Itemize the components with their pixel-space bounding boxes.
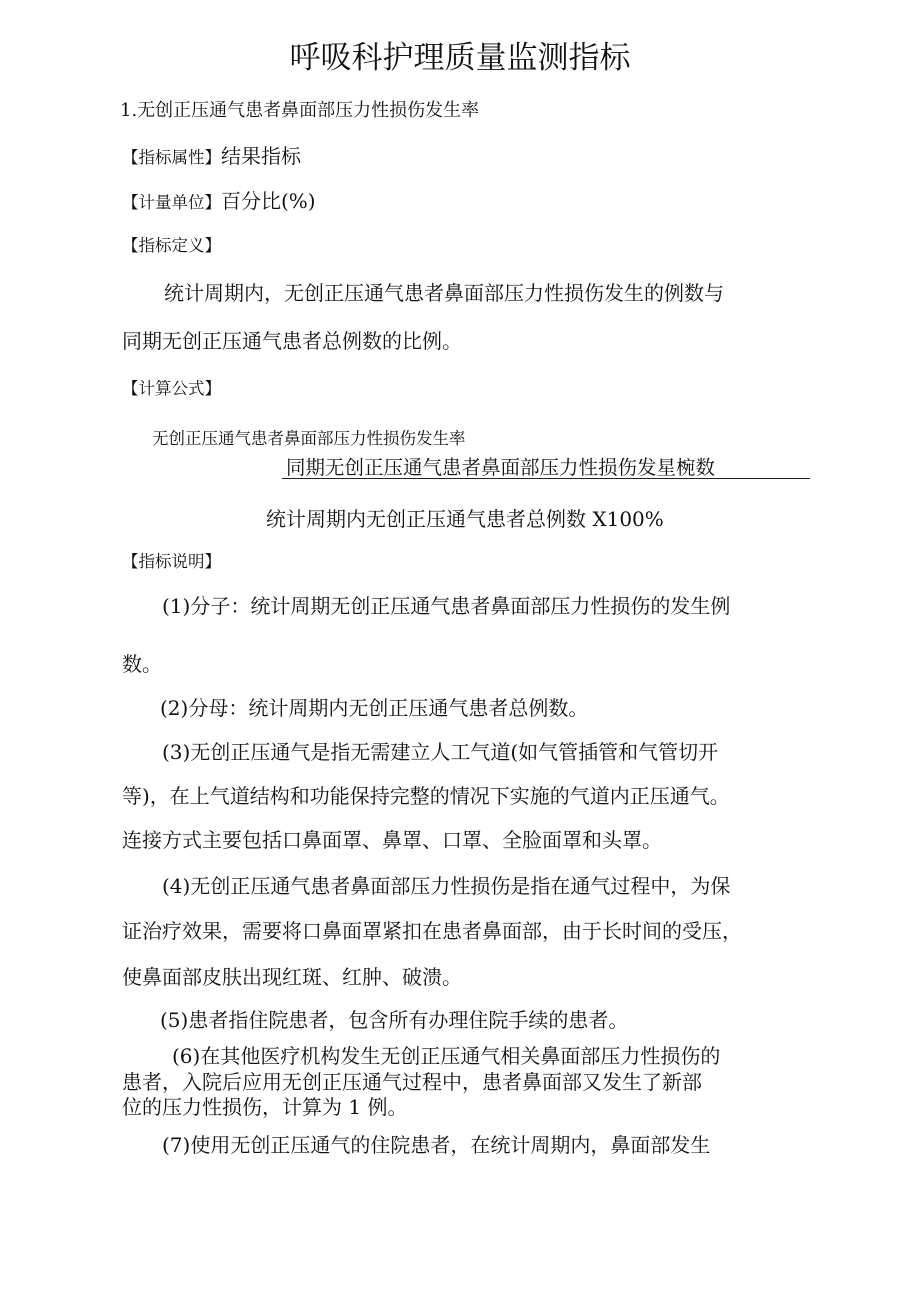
unit-value: 百分比(%) (221, 189, 316, 213)
note-1-line-1: (1)分子：统计周期无创正压通气患者鼻面部压力性损伤的发生例 (162, 594, 731, 618)
note-7-line-1: (7)使用无创正压通气的住院患者，在统计周期内，鼻面部发生 (162, 1133, 711, 1157)
note-4-line-2: 证治疗效果，需要将口鼻面罩紧扣在患者鼻面部，由于长时间的受压， (122, 919, 742, 943)
note-1-line-2: 数。 (122, 652, 162, 676)
attr-row (122, 140, 301, 169)
fraction-line (282, 478, 810, 479)
note-4-line-3: 使鼻面部皮肤出现红斑、红肿、破溃。 (122, 965, 462, 989)
item-heading: 1.无创正压通气患者鼻面部压力性损伤发生率 (120, 100, 480, 121)
page-title: 呼吸科护理质量监测指标 (289, 40, 631, 76)
attr-label: 【指标属性】 (122, 148, 221, 167)
formula-denominator: 统计周期内无创正压通气患者总例数 X100% (266, 507, 664, 531)
note-5: (5)患者指住院患者，包含所有办理住院手续的患者。 (160, 1008, 629, 1032)
formula-numerator: 同期无创正压通气患者鼻面部压力性损伤发星椀数 (286, 456, 716, 479)
notes-label: 【指标说明】 (122, 552, 221, 571)
definition-label: 【指标定义】 (122, 236, 221, 255)
definition-line-1: 统计周期内，无创正压通气患者鼻面部压力性损伤发生的例数与 (164, 281, 724, 305)
definition-line-2: 同期无创正压通气患者总例数的比例。 (122, 329, 462, 353)
formula-label: 【计算公式】 (122, 379, 221, 398)
note-6-line-2: 患者，入院后应用无创正压通气过程中，患者鼻面部又发生了新部 (122, 1070, 702, 1094)
note-2: (2)分母：统计周期内无创正压通气患者总例数。 (160, 696, 589, 720)
attr-value: 结果指标 (221, 144, 301, 168)
note-3-line-3: 连接方式主要包括口鼻面罩、鼻罩、口罩、全脸面罩和头罩。 (122, 828, 662, 852)
note-3-line-2: 等)，在上气道结构和功能保持完整的情况下实施的气道内正压通气。 (122, 784, 730, 808)
unit-row (122, 185, 316, 214)
note-3-line-1: (3)无创正压通气是指无需建立人工气道(如气管插管和气管切开 (162, 740, 719, 764)
note-6-line-1: (6)在其他医疗机构发生无创正压通气相关鼻面部压力性损伤的 (172, 1044, 721, 1068)
unit-label: 【计量单位】 (122, 193, 221, 212)
note-4-line-1: (4)无创正压通气患者鼻面部压力性损伤是指在通气过程中，为保 (162, 874, 731, 898)
formula-name: 无创正压通气患者鼻面部压力性损伤发生率 (152, 429, 466, 448)
note-6-line-3: 位的压力性损伤，计算为 1 例。 (122, 1095, 408, 1119)
